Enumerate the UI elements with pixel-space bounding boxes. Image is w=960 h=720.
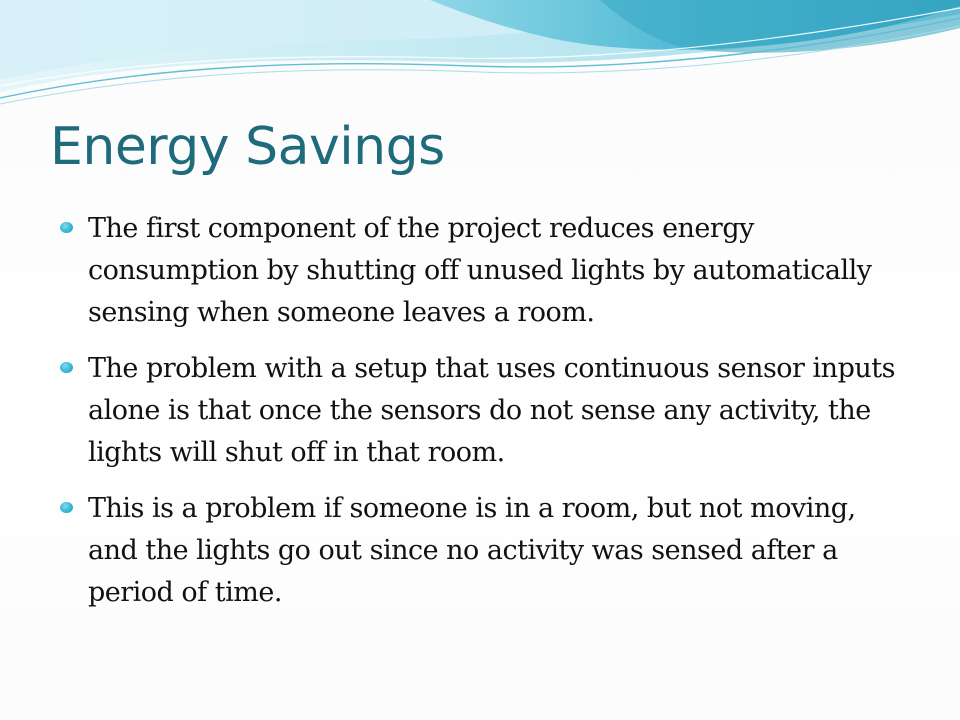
bullet-item — [60, 208, 900, 334]
bullet-list — [60, 208, 900, 628]
bullet-item — [60, 348, 900, 474]
bullet-text: The problem with a setup that uses continuous sensor inputs alone is that once the sensors do not sense any activity, the lights will shut off in that room. — [88, 353, 895, 468]
slide-title: Energy Savings — [50, 117, 445, 177]
round-bullet-icon — [60, 362, 73, 373]
header-wave-decoration — [0, 0, 960, 120]
round-bullet-icon — [60, 502, 73, 513]
bullet-text: The first component of the project reduces energy consumption by shutting off unused lights by automatically sensing when someone leaves a room. — [88, 213, 872, 328]
bullet-text: This is a problem if someone is in a room, but not moving, and the lights go out since no activity was sensed after a period of time. — [88, 493, 856, 608]
round-bullet-icon — [60, 222, 73, 233]
bullet-item — [60, 488, 900, 614]
